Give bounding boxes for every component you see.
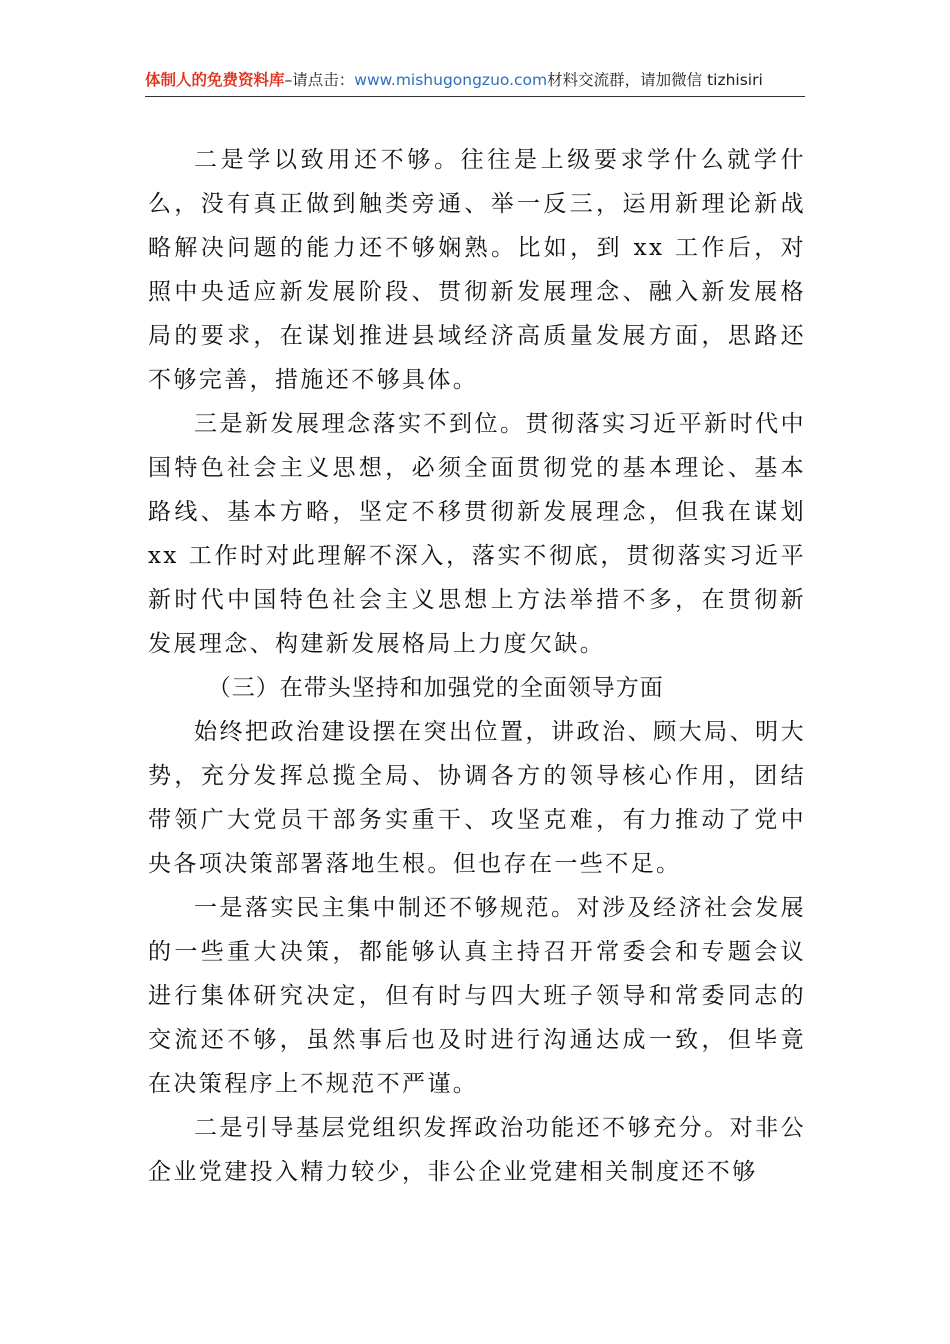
paragraph-grassroots-party-organization: 二是引导基层党组织发挥政治功能还不够充分。对非公企业党建投入精力较少，非公企业党建相关制度还不够 xyxy=(148,1115,806,1185)
paragraph-study-application: 二是学以致用还不够。往往是上级要求学什么就学什么，没有真正做到触类旁通、举一反三，运用新理论新战略解决问题的能力还不够娴熟。比如，到 xx 工作后，对照中央适应新发展阶段、贯彻新发展理念、融入新发展格局的要求，在谋划推进县域经济高质量发展方面，思路还不够完善，措施还不够具体。 xyxy=(148,147,806,393)
page-header xyxy=(145,66,805,94)
header-wechat-note: 材料交流群，请加微信 tizhisiri xyxy=(547,71,763,89)
paragraph-democratic-centralism: 一是落实民主集中制还不够规范。对涉及经济社会发展的一些重大决策，都能够认真主持召开常委会和专题会议进行集体研究决定，但有时与四大班子领导和常委同志的交流还不够，虽然事后也及时进行沟通达成一致，但毕竟在决策程序上不规范不严谨。 xyxy=(148,895,806,1097)
header-prompt: –请点击： xyxy=(284,71,355,89)
paragraph-new-development-concept: 三是新发展理念落实不到位。贯彻落实习近平新时代中国特色社会主义思想，必须全面贯彻党的基本理论、基本路线、基本方略，坚定不移贯彻新发展理念，但我在谋划 xx 工作时对此理解不深入，落实不彻底，贯彻落实习近平新时代中国特色社会主义思想上方法举措不多，在贯彻新发展理念、构建新发展格局上力度欠缺。 xyxy=(148,411,806,657)
header-divider xyxy=(145,96,805,97)
header-url-link[interactable]: www.mishugongzuo.com xyxy=(354,71,548,89)
header-brand: 体制人的免费资料库 xyxy=(145,71,285,89)
paragraph-political-construction: 始终把政治建设摆在突出位置，讲政治、顾大局、明大势，充分发挥总揽全局、协调各方的领导核心作用，团结带领广大党员干部务实重干、攻坚克难，有力推动了党中央各项决策部署落地生根。但也存在一些不足。 xyxy=(148,719,806,877)
document-body xyxy=(148,138,806,1194)
section-heading-party-leadership: （三）在带头坚持和加强党的全面领导方面 xyxy=(207,675,664,701)
